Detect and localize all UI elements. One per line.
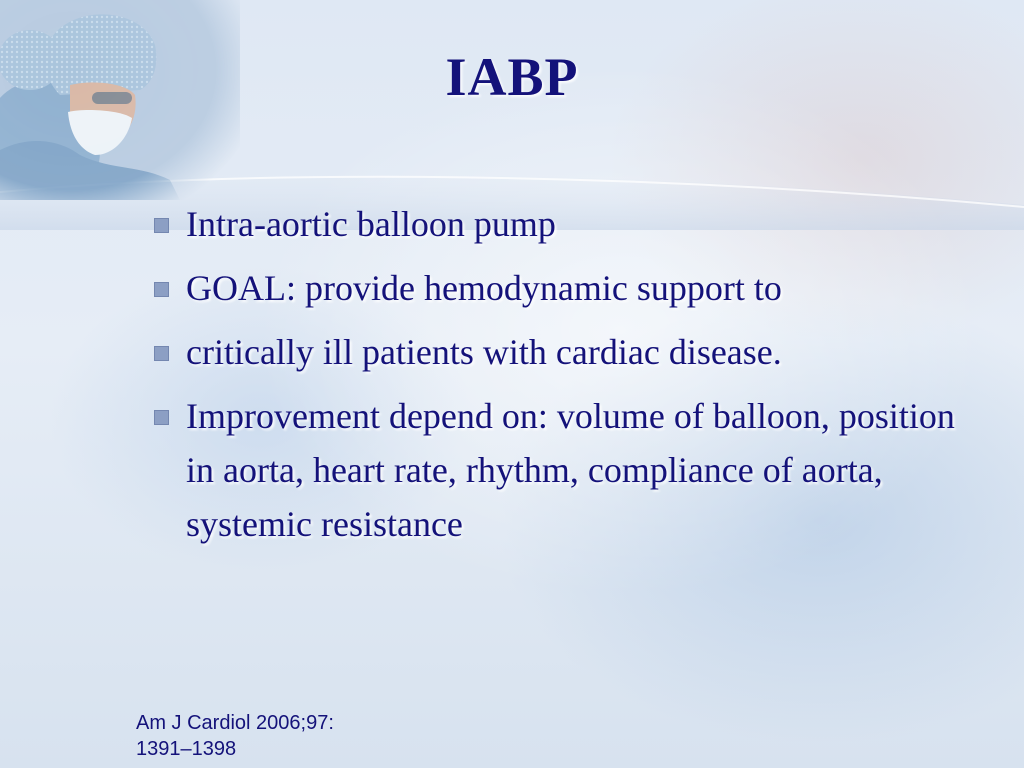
square-bullet-icon (154, 218, 169, 233)
citation: Am J Cardiol 2006;97: 1391–1398 (136, 712, 334, 760)
bullet-text: GOAL: provide hemodynamic support to (186, 268, 782, 308)
slide-title: IABP (445, 47, 579, 107)
bullet-text: critically ill patients with cardiac disease. (186, 332, 782, 372)
bullet-item (148, 261, 968, 315)
square-bullet-icon (154, 410, 169, 425)
bullet-item (148, 389, 968, 551)
bullet-text: Intra-aortic balloon pump (186, 204, 556, 244)
bullet-list (148, 197, 968, 561)
square-bullet-icon (154, 282, 169, 297)
bullet-item (148, 325, 968, 379)
bullet-text: Improvement depend on: volume of balloon, position in aorta, heart rate, rhythm, compliance of aorta, systemic resistance (186, 396, 955, 544)
bullet-item (148, 197, 968, 251)
square-bullet-icon (154, 346, 169, 361)
